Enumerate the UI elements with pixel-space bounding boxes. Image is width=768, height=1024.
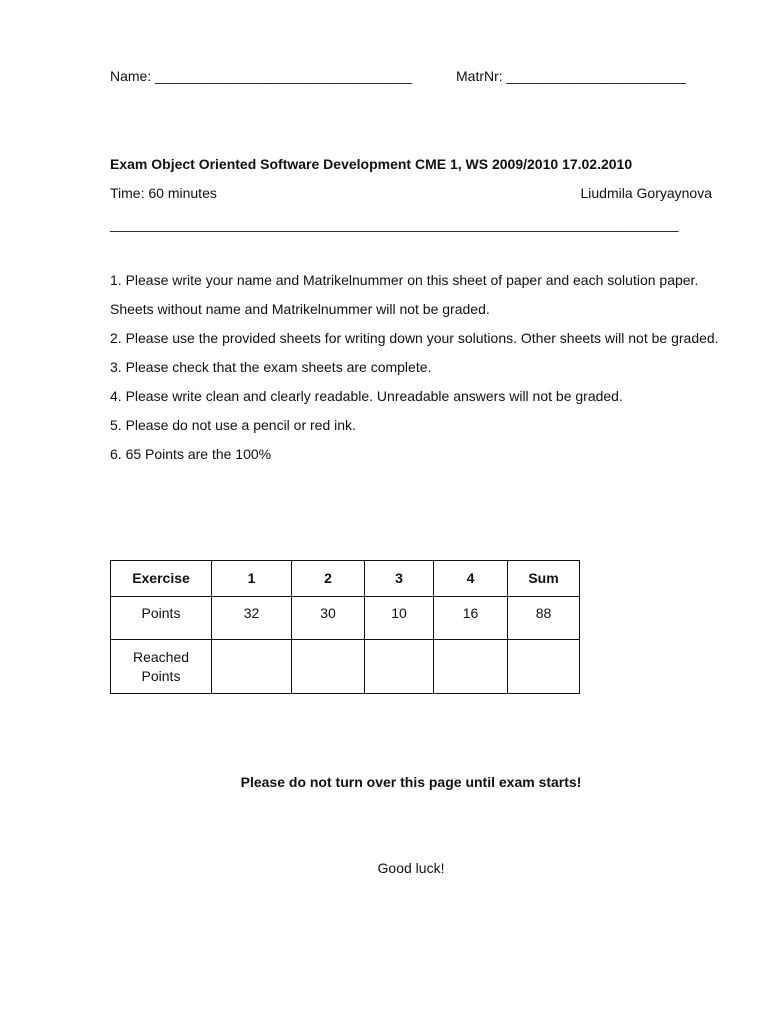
header-cell-1: 1 <box>212 561 292 597</box>
exam-author: Liudmila Goryaynova <box>580 185 712 201</box>
points-cell-3: 10 <box>365 597 434 640</box>
good-luck-text: Good luck! <box>377 860 445 876</box>
reached-cell-2 <box>292 640 365 694</box>
instruction-item: 3. Please check that the exam sheets are complete. <box>110 359 432 375</box>
exam-time: Time: 60 minutes <box>110 185 217 201</box>
header-cell-sum: Sum <box>508 561 580 597</box>
instruction-item: 6. 65 Points are the 100% <box>110 446 272 462</box>
reached-label-line-2: Points <box>141 667 181 684</box>
matrnr-field-line: MatrNr: _______________________ <box>456 68 686 84</box>
points-cell-2: 30 <box>292 597 365 640</box>
reached-cell-3 <box>365 640 434 694</box>
header-cell-3: 3 <box>365 561 434 597</box>
points-label-cell: Points <box>111 597 212 640</box>
points-row <box>111 597 580 640</box>
reached-cell-4 <box>434 640 508 694</box>
header-cell-4: 4 <box>434 561 508 597</box>
points-cell-4: 16 <box>434 597 508 640</box>
reached-cell-1 <box>212 640 292 694</box>
table-header-row <box>111 561 580 597</box>
separator-rule: _________________________________________________________________________ <box>110 216 679 232</box>
instructions-list <box>110 266 720 469</box>
header-cell-2: 2 <box>292 561 365 597</box>
instruction-item: 1. Please write your name and Matrikelnummer on this sheet of paper and each solution paper. Sheets without name and Matrikelnummer will not be graded. <box>110 272 699 317</box>
instruction-item: 2. Please use the provided sheets for writing down your solutions. Other sheets will not be graded. <box>110 330 719 346</box>
exam-title: Exam Object Oriented Software Development CME 1, WS 2009/2010 17.02.2010 <box>110 156 633 172</box>
reached-cell-sum <box>508 640 580 694</box>
instruction-item: 4. Please write clean and clearly readable. Unreadable answers will not be graded. <box>110 388 623 404</box>
score-table <box>110 560 580 694</box>
reached-label-line-1: Reached <box>132 648 190 665</box>
reached-label-cell <box>111 640 212 694</box>
name-field-line: Name: _________________________________ <box>110 68 413 84</box>
points-cell-1: 32 <box>212 597 292 640</box>
do-not-turn-warning: Please do not turn over this page until exam starts! <box>240 774 582 790</box>
points-cell-sum: 88 <box>508 597 580 640</box>
instruction-item: 5. Please do not use a pencil or red ink. <box>110 417 356 433</box>
header-cell-exercise: Exercise <box>111 561 212 597</box>
reached-points-row <box>111 640 580 694</box>
